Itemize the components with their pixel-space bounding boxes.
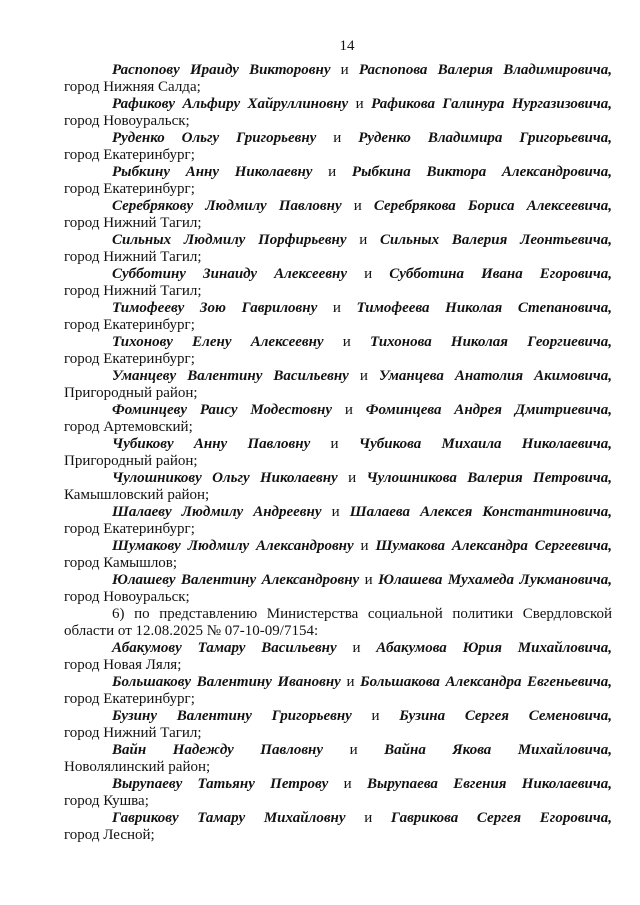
- couple-entry: [64, 674, 612, 708]
- couple-names-line: [64, 538, 612, 555]
- couple-names-line: [64, 164, 612, 181]
- connector-word: и: [331, 504, 340, 520]
- husband-name: Шумакова Александра Сергеевича,: [375, 538, 612, 554]
- couple-names-line: [64, 776, 612, 793]
- couple-entry: [64, 96, 612, 130]
- wife-name: Вайн Надежду Павловну: [112, 742, 324, 758]
- husband-name: Юлашева Мухамеда Лукмановича,: [378, 572, 612, 588]
- husband-name: Бузина Сергея Семеновича,: [399, 708, 613, 724]
- husband-name: Шалаева Алексея Константиновича,: [349, 504, 613, 520]
- couple-names-line: [64, 708, 612, 725]
- couple-names-line: [64, 742, 612, 759]
- couple-city-line: город Нижняя Салда;: [64, 79, 201, 95]
- couple-names-line: [64, 640, 612, 657]
- connector-word: и: [349, 742, 358, 758]
- connector-word: и: [346, 674, 355, 690]
- connector-word: и: [330, 436, 339, 452]
- connector-word: и: [343, 776, 352, 792]
- wife-name: Уманцеву Валентину Васильевну: [112, 368, 349, 384]
- couple-names-line: [64, 810, 612, 827]
- couple-entry: [64, 130, 612, 164]
- couple-names-line: [64, 96, 612, 113]
- wife-name: Тихонову Елену Алексеевну: [112, 334, 324, 350]
- connector-word: и: [364, 572, 373, 588]
- couple-entry: [64, 300, 612, 334]
- wife-name: Шалаеву Людмилу Андреевну: [112, 504, 322, 520]
- couple-city-line: город Нижний Тагил;: [64, 283, 202, 299]
- connector-word: и: [348, 470, 357, 486]
- couple-city-line: город Екатеринбург;: [64, 181, 195, 197]
- husband-name: Сильных Валерия Леонтьевича,: [380, 232, 613, 248]
- couple-city-line: город Новоуральск;: [64, 113, 190, 129]
- section-paragraph: [64, 606, 612, 640]
- couple-entry: [64, 368, 612, 402]
- husband-name: Чубикова Михаила Николаевича,: [358, 436, 613, 452]
- husband-name: Гаврикова Сергея Егоровича,: [390, 810, 613, 826]
- couple-city-line: город Екатеринбург;: [64, 521, 195, 537]
- wife-name: Руденко Ольгу Григорьевну: [112, 130, 317, 146]
- wife-name: Бузину Валентину Григорьевну: [112, 708, 352, 724]
- couple-entry: [64, 776, 612, 810]
- wife-name: Гаврикову Тамару Михайловну: [112, 810, 346, 826]
- connector-word: и: [342, 334, 351, 350]
- connector-word: и: [328, 164, 337, 180]
- couple-city-line: Камышловский район;: [64, 487, 210, 503]
- couple-names-line: [64, 368, 612, 385]
- couple-entry: [64, 62, 612, 96]
- couple-entry: [64, 538, 612, 572]
- connector-word: и: [353, 198, 362, 214]
- couple-names-line: [64, 572, 612, 589]
- couple-names-line: [64, 266, 612, 283]
- wife-name: Сильных Людмилу Порфирьевну: [112, 232, 347, 248]
- couple-city-line: город Екатеринбург;: [64, 317, 195, 333]
- document-body: [64, 62, 612, 844]
- connector-word: и: [333, 130, 342, 146]
- couple-names-line: [64, 402, 612, 419]
- husband-name: Рыбкина Виктора Александровича,: [351, 164, 613, 180]
- couple-entry: [64, 334, 612, 368]
- wife-name: Распопову Ираиду Викторовну: [112, 62, 331, 78]
- couple-city-line: Пригородный район;: [64, 453, 198, 469]
- connector-word: и: [355, 96, 364, 112]
- husband-name: Субботина Ивана Егоровича,: [389, 266, 612, 282]
- couple-entry: [64, 266, 612, 300]
- couple-entry: [64, 504, 612, 538]
- connector-word: и: [364, 810, 373, 826]
- wife-name: Вырупаеву Татьяну Петрову: [112, 776, 329, 792]
- couple-names-line: [64, 674, 612, 691]
- wife-name: Серебрякову Людмилу Павловну: [112, 198, 342, 214]
- couple-city-line: город Новоуральск;: [64, 589, 190, 605]
- husband-name: Вырупаева Евгения Николаевича,: [366, 776, 612, 792]
- couple-entry: [64, 572, 612, 606]
- connector-word: и: [359, 232, 368, 248]
- wife-name: Рафикову Альфиру Хайруллиновну: [112, 96, 349, 112]
- couple-names-line: [64, 130, 612, 147]
- wife-name: Большакову Валентину Ивановну: [112, 674, 341, 690]
- connector-word: и: [371, 708, 380, 724]
- couple-entry: [64, 232, 612, 266]
- couple-city-line: город Артемовский;: [64, 419, 193, 435]
- husband-name: Тихонова Николая Георгиевича,: [370, 334, 612, 350]
- couple-city-line: город Нижний Тагил;: [64, 215, 202, 231]
- connector-word: и: [352, 640, 361, 656]
- husband-name: Руденко Владимира Григорьевича,: [358, 130, 613, 146]
- wife-name: Субботину Зинаиду Алексеевну: [112, 266, 348, 282]
- husband-name: Абакумова Юрия Михайловича,: [376, 640, 612, 656]
- connector-word: и: [364, 266, 373, 282]
- couple-city-line: город Екатеринбург;: [64, 351, 195, 367]
- husband-name: Вайна Якова Михайловича,: [384, 742, 613, 758]
- couple-names-line: [64, 62, 612, 79]
- couple-names-line: [64, 470, 612, 487]
- couple-names-line: [64, 436, 612, 453]
- couple-entry: [64, 470, 612, 504]
- wife-name: Рыбкину Анну Николаевну: [112, 164, 313, 180]
- husband-name: Тимофеева Николая Степановича,: [356, 300, 613, 316]
- husband-name: Чулошникова Валерия Петровича,: [366, 470, 612, 486]
- couple-city-line: Новолялинский район;: [64, 759, 211, 775]
- couple-city-line: город Кушва;: [64, 793, 149, 809]
- husband-name: Рафикова Галинура Нургазизовича,: [371, 96, 613, 112]
- connector-word: и: [332, 300, 341, 316]
- couple-names-line: [64, 334, 612, 351]
- connector-word: и: [344, 402, 353, 418]
- couple-city-line: город Новая Ляля;: [64, 657, 182, 673]
- couple-entry: [64, 164, 612, 198]
- couple-entry: [64, 742, 612, 776]
- couple-entry: [64, 708, 612, 742]
- couple-names-line: [64, 504, 612, 521]
- couple-city-line: Пригородный район;: [64, 385, 198, 401]
- husband-name: Фоминцева Андрея Дмитриевича,: [365, 402, 613, 418]
- section-paragraph-line2: области от 12.08.2025 № 07-10-09/7154:: [64, 623, 319, 639]
- page-number: 14: [339, 38, 355, 54]
- couple-names-line: [64, 232, 612, 249]
- husband-name: Серебрякова Бориса Алексеевича,: [373, 198, 613, 214]
- couple-entry: [64, 810, 612, 844]
- couple-city-line: город Екатеринбург;: [64, 147, 195, 163]
- husband-name: Большакова Александра Евгеньевича,: [360, 674, 613, 690]
- connector-word: и: [359, 368, 368, 384]
- couple-city-line: город Лесной;: [64, 827, 155, 843]
- couple-entry: [64, 198, 612, 232]
- wife-name: Юлашеву Валентину Александровну: [112, 572, 360, 588]
- husband-name: Уманцева Анатолия Акимовича,: [378, 368, 613, 384]
- couple-city-line: город Екатеринбург;: [64, 691, 195, 707]
- couple-city-line: город Нижний Тагил;: [64, 249, 202, 265]
- couple-city-line: город Нижний Тагил;: [64, 725, 202, 741]
- couple-names-line: [64, 198, 612, 215]
- couple-entry: [64, 402, 612, 436]
- couple-city-line: город Камышлов;: [64, 555, 178, 571]
- wife-name: Абакумову Тамару Васильевну: [112, 640, 337, 656]
- husband-name: Распопова Валерия Владимировича,: [358, 62, 612, 78]
- connector-word: и: [340, 62, 349, 78]
- wife-name: Фоминцеву Раису Модестовну: [112, 402, 332, 418]
- wife-name: Чулошникову Ольгу Николаевну: [112, 470, 338, 486]
- couple-names-line: [64, 300, 612, 317]
- wife-name: Чубикову Анну Павловну: [112, 436, 311, 452]
- connector-word: и: [360, 538, 369, 554]
- section-paragraph-line1: 6) по представлению Министерства социальной политики Свердловской: [112, 606, 612, 622]
- couple-entry: [64, 640, 612, 674]
- wife-name: Шумакову Людмилу Александровну: [112, 538, 354, 554]
- wife-name: Тимофееву Зою Гавриловну: [112, 300, 318, 316]
- couple-entry: [64, 436, 612, 470]
